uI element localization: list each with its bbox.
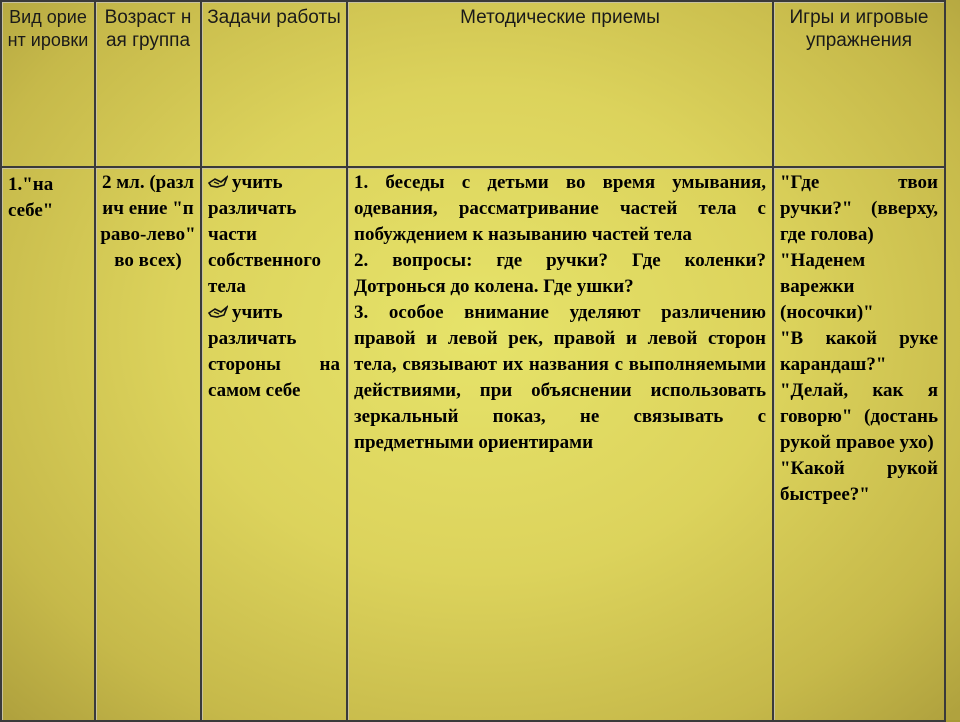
header-cell-age: Возраст ная группа — [95, 1, 201, 167]
game-item: "Делай, как я говорю" (достань рукой правое ухо) — [780, 380, 938, 453]
game-item: "Где твои ручки?" (вверху, где голова) — [780, 172, 938, 245]
cell-games — [773, 167, 945, 721]
method-item: 2. вопросы: где ручки? Где коленки? Дотронься до колена. Где ушки? — [354, 250, 766, 297]
method-item: 1. беседы с детьми во время умывания, одевания, рассматривание частей тела с побуждением к называнию частей тела — [354, 172, 766, 245]
game-item: "Наденем варежки (носочки)" — [780, 250, 874, 323]
cell-orientation-type: 1."на себе" — [1, 167, 95, 721]
header-cell-type: Вид ориент ировки — [1, 1, 95, 167]
cell-methods — [347, 167, 773, 721]
game-item: "В какой руке карандаш?" — [780, 328, 938, 375]
header-cell-tasks: Задачи работы — [201, 1, 347, 167]
header-cell-methods: Методические приемы — [347, 1, 773, 167]
header-row — [1, 1, 945, 167]
hand-pencil-icon — [208, 302, 228, 318]
cell-age-group: 2 мл. (различ ение "право-лево" во всех) — [95, 167, 201, 721]
task-item: учить различать стороны на самом себе — [208, 302, 340, 401]
method-item: 3. особое внимание уделяют различению правой и левой рек, правой и левой сторон тела, связывают их названия с выполняемыми действиями, при объяснении использовать зеркальный показ, не связывать с предметными ориентирами — [354, 302, 766, 453]
table-row — [1, 167, 945, 721]
header-cell-games: Игры и игровые упражнения — [773, 1, 945, 167]
cell-tasks — [201, 167, 347, 721]
game-item: "Какой рукой быстрее?" — [780, 458, 938, 505]
task-item: учить различать части собственного тела — [208, 172, 321, 297]
hand-pencil-icon — [208, 172, 228, 188]
